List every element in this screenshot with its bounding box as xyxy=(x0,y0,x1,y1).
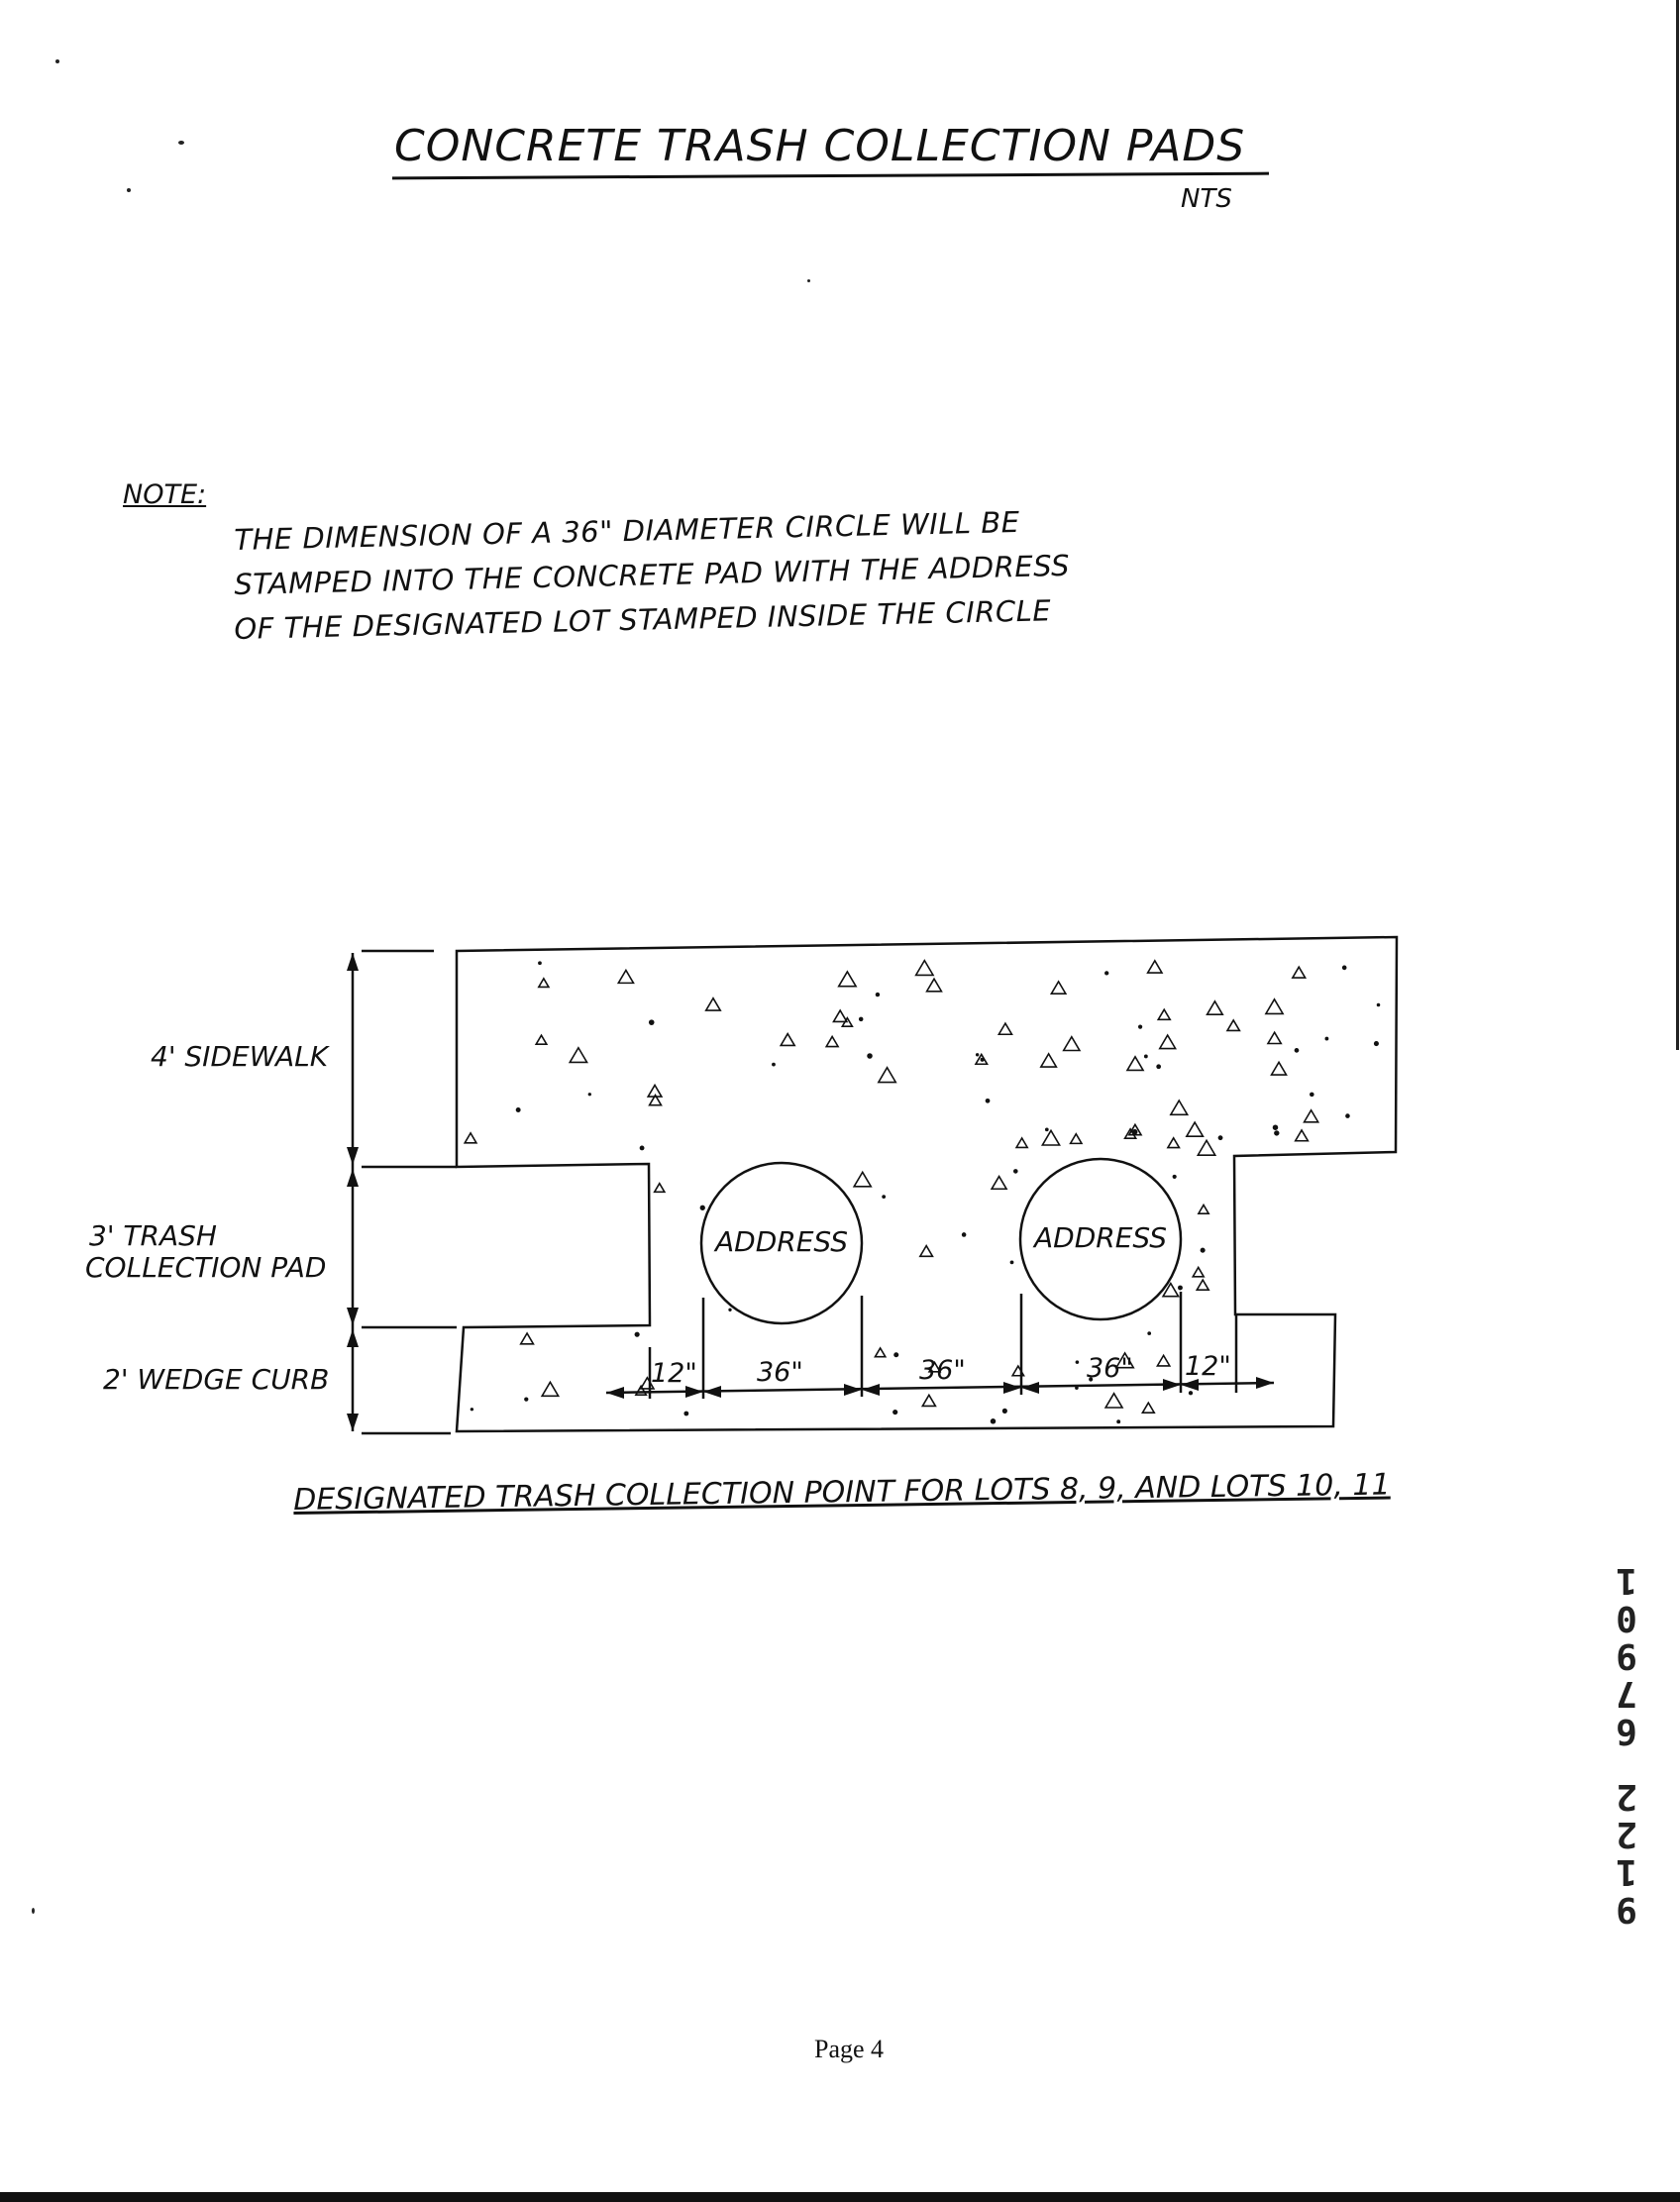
stipple-triangle xyxy=(521,1333,534,1344)
stipple-triangle xyxy=(826,1036,838,1046)
stamp-digit: 9 xyxy=(1616,1889,1637,1930)
stipple-triangle xyxy=(879,1068,895,1083)
vertical-dimension xyxy=(347,951,457,1433)
stipple-triangle xyxy=(781,1034,794,1046)
dimension-36-1: 36" xyxy=(757,1357,803,1388)
stipple-dot xyxy=(986,1099,991,1103)
stipple-triangle xyxy=(1064,1037,1080,1051)
stipple-triangle xyxy=(1208,1001,1223,1014)
stipple-dot xyxy=(859,1017,864,1022)
scan-speck xyxy=(127,188,131,192)
stipple-triangle xyxy=(927,979,942,992)
stipple-dot xyxy=(700,1206,705,1210)
stipple-dot xyxy=(1132,1129,1138,1135)
stipple-triangle xyxy=(1071,1134,1082,1144)
stipple-dot xyxy=(981,1058,985,1062)
stipple-triangle xyxy=(618,970,633,983)
stipple-dot xyxy=(538,961,542,965)
stipple-triangle xyxy=(655,1184,665,1193)
stamp-digit: 0 xyxy=(1616,1598,1637,1638)
stipple-dot xyxy=(1178,1286,1183,1291)
stipple-triangle xyxy=(992,1177,1006,1190)
stamp-digit: 2 xyxy=(1616,1814,1637,1854)
stipple-triangle xyxy=(1268,1032,1281,1043)
stipple-dot xyxy=(1374,1041,1379,1046)
stipple-dot xyxy=(772,1063,776,1067)
stipple-triangle xyxy=(542,1382,558,1396)
stipple-triangle xyxy=(1266,999,1283,1014)
stipple-dot xyxy=(876,993,880,996)
scan-speck xyxy=(178,141,184,145)
stipple-dot xyxy=(1144,1055,1148,1059)
stipple-dot xyxy=(893,1352,898,1357)
stipple-triangle xyxy=(536,1035,547,1044)
stipple-triangle xyxy=(1158,1009,1170,1019)
address-label-left: ADDRESS xyxy=(715,1225,848,1258)
stamp-digit: 9 xyxy=(1616,1635,1637,1676)
stipple-triangle xyxy=(920,1246,933,1257)
stipple-triangle xyxy=(998,1023,1011,1034)
stipple-dot xyxy=(1116,1419,1120,1423)
stipple-triangle xyxy=(1187,1122,1204,1136)
stipple-dot xyxy=(1201,1248,1206,1253)
scan-bottom-edge xyxy=(0,2192,1680,2202)
stipple-triangle xyxy=(465,1133,476,1143)
stipple-dot xyxy=(1104,971,1108,975)
stipple-triangle xyxy=(706,998,721,1010)
stipple-triangle xyxy=(1168,1138,1179,1148)
scan-edge-line xyxy=(1676,0,1679,1050)
stipple-triangle xyxy=(833,1010,846,1021)
stipple-triangle xyxy=(1199,1205,1208,1213)
page-number: Page 4 xyxy=(814,2035,885,2063)
stipple-triangle xyxy=(1293,967,1306,978)
stipple-dot xyxy=(640,1146,645,1151)
stipple-triangle xyxy=(839,972,856,987)
stipple-dot xyxy=(1342,966,1347,971)
stipple-triangle xyxy=(875,1348,885,1357)
stipple-dot xyxy=(1274,1130,1279,1135)
stipple-triangle xyxy=(539,979,549,988)
note-line-3: OF THE DESIGNATED LOT STAMPED INSIDE THE CIRCLE xyxy=(234,593,1052,646)
stipple-dot xyxy=(962,1232,967,1237)
stipple-dot xyxy=(1002,1409,1007,1414)
drawing-title: CONCRETE TRASH COLLECTION PADS xyxy=(394,121,1246,171)
stipple-dot xyxy=(882,1195,886,1199)
stipple-triangle xyxy=(1016,1138,1027,1147)
stipple-dot xyxy=(1156,1064,1161,1069)
note-line-2: STAMPED INTO THE CONCRETE PAD WITH THE ADDRESS xyxy=(234,548,1071,601)
stipple-dot xyxy=(1045,1127,1049,1131)
stipple-triangle xyxy=(1142,1403,1154,1413)
stamp-digit: 1 xyxy=(1616,1560,1637,1601)
stamp-digit: 1 xyxy=(1616,1851,1637,1892)
stipple-triangle xyxy=(1227,1020,1239,1031)
stipple-triangle xyxy=(1272,1062,1287,1075)
stipple-triangle xyxy=(570,1048,586,1063)
stipple-dot xyxy=(524,1397,528,1401)
stipple-dot xyxy=(635,1332,640,1337)
stipple-dot xyxy=(1147,1331,1151,1335)
stamp-digit: 2 xyxy=(1616,1776,1637,1817)
stipple-triangle xyxy=(1157,1355,1169,1366)
stipple-triangle xyxy=(1160,1035,1176,1048)
dimension-12-left: 12" xyxy=(651,1358,697,1389)
dimension-12-right: 12" xyxy=(1185,1351,1231,1382)
stipple-dot xyxy=(1076,1360,1080,1364)
stipple-triangle xyxy=(1193,1268,1204,1277)
stipple-dot xyxy=(1013,1169,1018,1174)
stipple-triangle xyxy=(1305,1110,1318,1122)
stamp-digit: 6 xyxy=(1616,1711,1637,1751)
stipple-dot xyxy=(683,1412,688,1416)
stipple-triangle xyxy=(1171,1101,1188,1114)
stipple-triangle xyxy=(1041,1054,1057,1067)
stipple-dot xyxy=(1138,1025,1142,1029)
scan-speck xyxy=(807,279,810,282)
stipple-triangle xyxy=(854,1172,871,1187)
note-line-1: THE DIMENSION OF A 36" DIAMETER CIRCLE WILL BE xyxy=(234,505,1020,557)
document-id-stamp xyxy=(1605,1561,1648,1928)
layer-label-pad-line1: 3' TRASH xyxy=(89,1219,217,1252)
stipple-triangle xyxy=(1148,961,1162,973)
drawing-caption: DESIGNATED TRASH COLLECTION POINT FOR LOTS 8, 9, AND LOTS 10, 11 xyxy=(293,1467,1391,1518)
stipple-dot xyxy=(1377,1003,1381,1007)
address-label-right: ADDRESS xyxy=(1034,1221,1167,1254)
dimension-36-2: 36" xyxy=(919,1355,966,1386)
stipple-triangle xyxy=(916,961,933,976)
layer-label-pad-line2: COLLECTION PAD xyxy=(85,1251,327,1284)
stipple-dot xyxy=(1295,1048,1300,1053)
stipple-dot xyxy=(516,1107,521,1112)
stipple-dot xyxy=(1325,1037,1329,1041)
stipple-triangle xyxy=(1296,1130,1309,1141)
stipple-dot xyxy=(1010,1261,1014,1265)
stipple-dot xyxy=(1173,1175,1177,1179)
stipple-dot xyxy=(1345,1113,1350,1118)
stipple-dot xyxy=(1218,1135,1223,1140)
stipple-dot xyxy=(1310,1093,1314,1098)
stipple-dot xyxy=(1189,1391,1193,1395)
stipple-triangle xyxy=(1105,1394,1122,1408)
layer-label-sidewalk: 4' SIDEWALK xyxy=(151,1040,329,1073)
stipple-triangle xyxy=(922,1395,935,1406)
stipple-dot xyxy=(991,1418,997,1424)
stipple-triangle xyxy=(1197,1280,1208,1290)
stipple-dot xyxy=(728,1309,731,1311)
stipple-dot xyxy=(588,1093,591,1096)
dimension-36-3: 36" xyxy=(1087,1353,1133,1384)
stipple-triangle xyxy=(1051,982,1065,994)
stipple-dot xyxy=(976,1053,979,1056)
stipple-dot xyxy=(649,1019,655,1025)
scan-speck xyxy=(32,1908,35,1914)
note-label: NOTE: xyxy=(123,479,207,510)
stipple-dot xyxy=(1273,1124,1278,1129)
scan-speck xyxy=(55,59,59,63)
stipple-triangle xyxy=(1127,1057,1143,1071)
stipple-dot xyxy=(867,1053,873,1059)
stipple-dot xyxy=(471,1408,473,1411)
layer-label-curb: 2' WEDGE CURB xyxy=(103,1363,330,1396)
stamp-digit: 7 xyxy=(1616,1673,1637,1714)
stipple-dot xyxy=(892,1410,897,1415)
stipple-triangle xyxy=(1198,1140,1214,1155)
stipple-triangle xyxy=(1042,1130,1059,1145)
scale-note: NTS xyxy=(1181,184,1232,214)
